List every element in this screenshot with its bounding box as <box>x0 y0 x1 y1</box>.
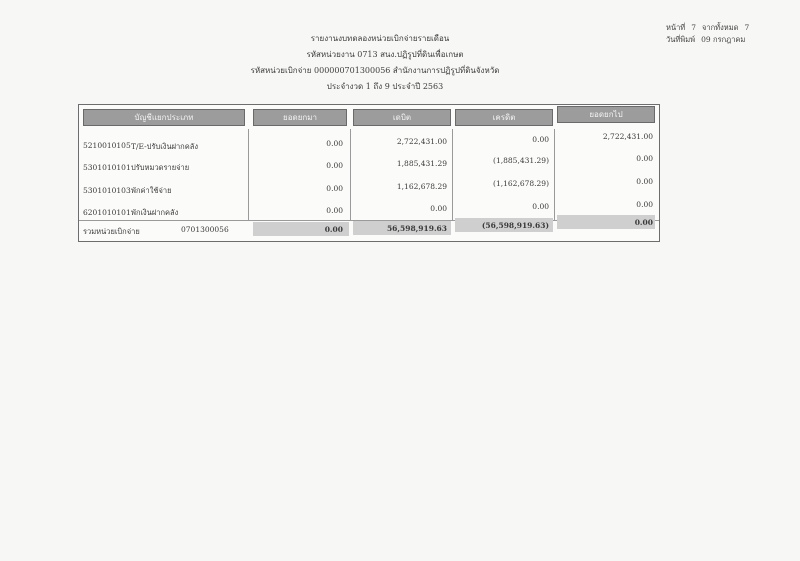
col-carried-forward: ยอดยกไป <box>557 106 655 123</box>
account-name: T/E-ปรับเงินฝากคลัง <box>131 142 199 151</box>
total-pages: 7 <box>744 23 750 32</box>
trial-balance-table <box>78 104 660 242</box>
brought-forward-value: 0.00 <box>326 161 343 170</box>
agency-line: รหัสหน่วยงาน 0713 สนง.ปฏิรูปที่ดินเพื่อเกษต <box>306 50 464 59</box>
carried-forward-value: 0.00 <box>636 200 653 209</box>
total-debit: 56,598,919.63 <box>386 224 447 233</box>
debit-value: 0.00 <box>430 204 447 213</box>
col-account: บัญชีแยกประเภท <box>83 109 245 126</box>
period-line: ประจำงวด 1 ถึง 9 ประจำปี 2563 <box>326 82 444 91</box>
account-name: พักเงินฝากคลัง <box>131 208 179 217</box>
total-credit: (56,598,919.63) <box>481 221 549 230</box>
account-name: ปรับหมวดรายจ่าย <box>131 163 190 172</box>
total-brought-forward: 0.00 <box>324 225 343 234</box>
account-code: 6201010101 <box>83 208 131 217</box>
print-date: 09 กรกฎาคม <box>701 35 746 44</box>
total-carried-forward: 0.00 <box>634 218 653 227</box>
table-row <box>79 173 659 195</box>
col-brought-forward: ยอดยกมา <box>253 109 347 126</box>
total-row <box>79 218 659 243</box>
credit-value: 0.00 <box>532 202 549 211</box>
report-title: รายงานงบทดลองหน่วยเบิกจ่ายรายเดือน <box>310 34 450 43</box>
disbursing-unit-line: รหัสหน่วยเบิกจ่าย 000000701300056 สำนักงานการปฏิรูปที่ดินจังหวัด <box>250 66 500 75</box>
debit-value: 1,885,431.29 <box>396 159 447 168</box>
credit-value: (1,162,678.29) <box>493 179 549 188</box>
table-row <box>79 151 659 173</box>
account-name: พักค่าใช้จ่าย <box>131 186 172 195</box>
carried-forward-value: 2,722,431.00 <box>602 132 653 141</box>
carried-forward-value: 0.00 <box>636 154 653 163</box>
page-number: 7 <box>691 23 697 32</box>
account-code: 5301010103 <box>83 186 131 195</box>
account-code: 5301010101 <box>83 163 131 172</box>
brought-forward-value: 0.00 <box>326 139 343 148</box>
debit-value: 2,722,431.00 <box>396 137 447 146</box>
col-debit: เดบิต <box>353 109 451 126</box>
total-label: รวมหน่วยเบิกจ่าย <box>83 227 140 236</box>
total-label: จากทั้งหมด <box>702 23 739 32</box>
debit-value: 1,162,678.29 <box>396 182 447 191</box>
table-row <box>79 195 659 217</box>
brought-forward-value: 0.00 <box>326 184 343 193</box>
table-row <box>79 129 659 151</box>
total-unit-code: 0701300056 <box>181 225 229 234</box>
account-code: 5210010105 <box>83 141 131 150</box>
carried-forward-value: 0.00 <box>636 177 653 186</box>
report-header <box>0 31 800 95</box>
brought-forward-value: 0.00 <box>326 206 343 215</box>
credit-value: (1,885,431.29) <box>493 156 549 165</box>
page-label: หน้าที่ <box>666 23 686 32</box>
print-label: วันที่พิมพ์ <box>666 35 696 44</box>
col-credit: เครดิต <box>455 109 553 126</box>
credit-value: 0.00 <box>532 135 549 144</box>
